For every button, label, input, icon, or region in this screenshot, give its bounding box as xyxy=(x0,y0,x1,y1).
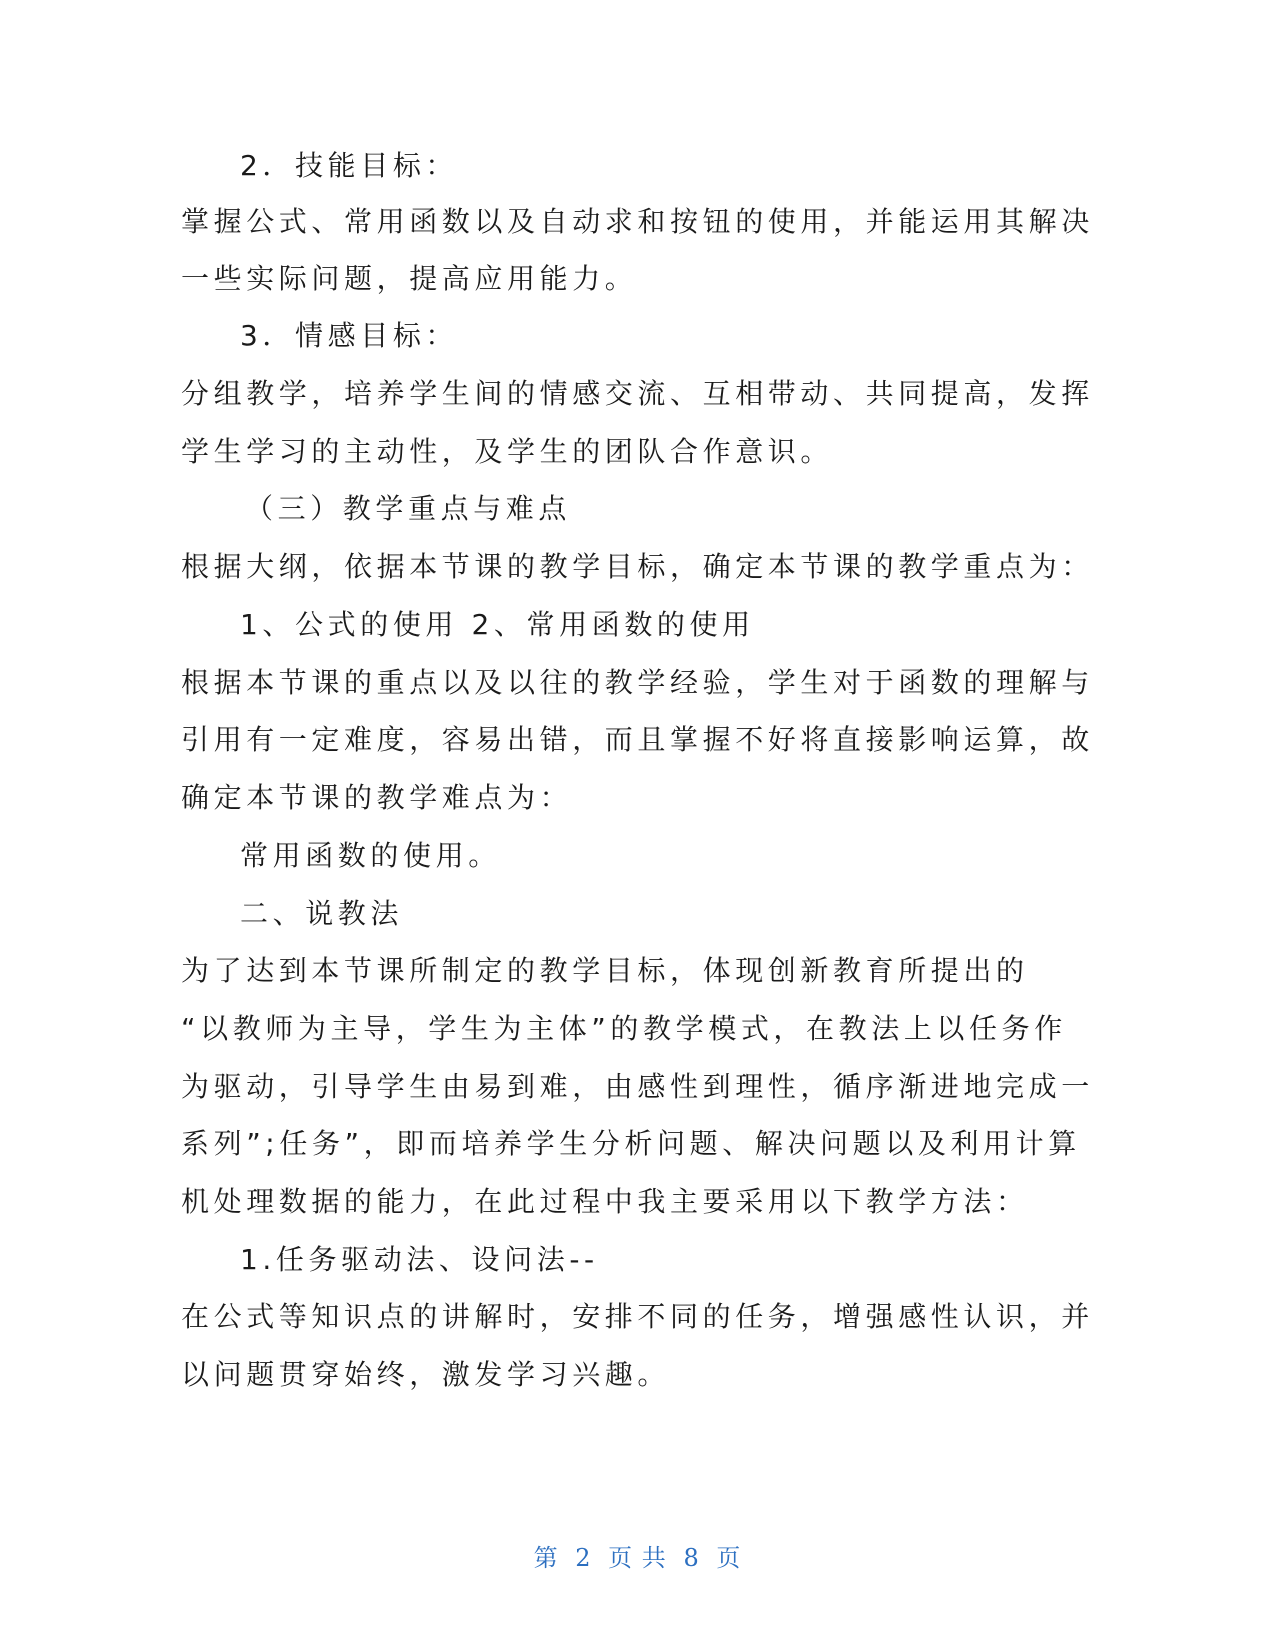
paragraph-line: 掌握公式、常用函数以及自动求和按钮的使用，并能运用其解决 xyxy=(181,205,1094,238)
paragraph-line: 分组教学，培养学生间的情感交流、互相带动、共同提高，发挥 xyxy=(181,377,1094,410)
paragraph-line: 一些实际问题，提高应用能力。 xyxy=(181,262,638,295)
page-footer xyxy=(0,1543,1275,1573)
paragraph-line: 在公式等知识点的讲解时，安排不同的任务，增强感性认识，并 xyxy=(181,1300,1094,1333)
footer-middle: 页 共 xyxy=(608,1544,667,1572)
paragraph-line: 3．情感目标： xyxy=(240,319,459,352)
footer-total-pages: 8 xyxy=(683,1544,700,1572)
paragraph-line: 学生学习的主动性，及学生的团队合作意识。 xyxy=(181,435,834,468)
paragraph-line: 系列”;任务”，即而培养学生分析问题、解决问题以及利用计算 xyxy=(181,1127,1081,1160)
section-heading: （三）教学重点与难点 xyxy=(245,492,572,525)
paragraph-line: 1、公式的使用 2、常用函数的使用 xyxy=(240,608,755,641)
paragraph-line: “以教师为主导，学生为主体”的教学模式，在教法上以任务作 xyxy=(181,1012,1067,1045)
paragraph-line: 1.任务驱动法、设问法-- xyxy=(240,1243,599,1276)
section-heading: 二、说教法 xyxy=(240,897,404,930)
paragraph-line: 根据大纲，依据本节课的教学目标，确定本节课的教学重点为： xyxy=(181,550,1094,583)
paragraph-line: 引用有一定难度，容易出错，而且掌握不好将直接影响运算，故 xyxy=(181,723,1094,756)
paragraph-line: 为驱动，引导学生由易到难，由感性到理性，循序渐进地完成一 xyxy=(181,1070,1094,1103)
paragraph-line: 机处理数据的能力，在此过程中我主要采用以下教学方法： xyxy=(181,1185,1029,1218)
paragraph-line: 2．技能目标： xyxy=(240,149,459,182)
paragraph-line: 常用函数的使用。 xyxy=(240,839,501,872)
footer-current-page: 2 xyxy=(575,1544,592,1572)
paragraph-line: 为了达到本节课所制定的教学目标，体现创新教育所提出的 xyxy=(181,954,1029,987)
footer-suffix: 页 xyxy=(716,1544,742,1572)
paragraph-line: 根据本节课的重点以及以往的教学经验，学生对于函数的理解与 xyxy=(181,666,1094,699)
footer-prefix: 第 xyxy=(533,1544,559,1572)
paragraph-line: 以问题贯穿始终，激发学习兴趣。 xyxy=(181,1358,671,1391)
paragraph-line: 确定本节课的教学难点为： xyxy=(181,781,573,814)
